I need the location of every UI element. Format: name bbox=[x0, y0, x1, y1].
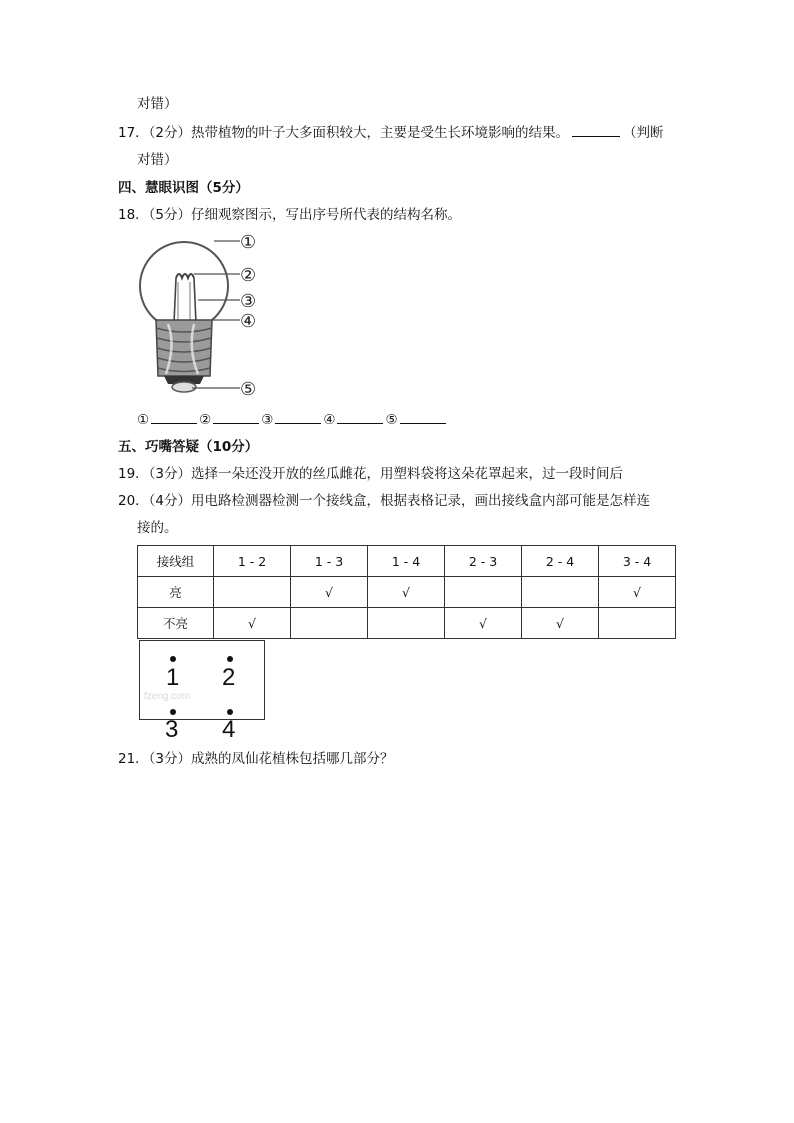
table-row-unlit bbox=[138, 608, 676, 639]
q16-tail: 对错） bbox=[137, 96, 178, 112]
q18-answer-row bbox=[137, 410, 448, 429]
table-cell bbox=[291, 608, 368, 639]
answer-label-1: ① bbox=[137, 412, 150, 428]
terminal-label-3: 3 bbox=[165, 716, 179, 743]
q17-suffix: （判断 bbox=[623, 125, 664, 141]
answer-label-2: ② bbox=[199, 412, 212, 428]
contact-point bbox=[172, 382, 196, 392]
table-header-row bbox=[138, 546, 676, 577]
table-header-cell: 1 - 3 bbox=[291, 546, 368, 577]
light-bulb-figure bbox=[132, 228, 272, 400]
table-header-cell: 1 - 2 bbox=[214, 546, 291, 577]
table-row-lit bbox=[138, 577, 676, 608]
terminal-label-4: 4 bbox=[222, 716, 236, 743]
table-cell bbox=[445, 577, 522, 608]
marker-4: ④ bbox=[240, 311, 257, 332]
table-header-cell: 2 - 3 bbox=[445, 546, 522, 577]
marker-5: ⑤ bbox=[240, 379, 257, 400]
section-5-heading: 五、巧嘴答疑（10分） bbox=[118, 439, 259, 455]
terminal-dot-4 bbox=[227, 709, 233, 715]
watermark: fzeng.com bbox=[144, 691, 191, 702]
table-cell bbox=[599, 608, 676, 639]
screw-base bbox=[156, 320, 212, 376]
table-header-cell: 2 - 4 bbox=[522, 546, 599, 577]
answer-blank-2[interactable] bbox=[213, 410, 259, 424]
bulb-glass bbox=[140, 242, 228, 330]
terminal-label-1: 1 bbox=[166, 664, 180, 691]
table-cell: √ bbox=[599, 577, 676, 608]
section-4-heading: 四、慧眼识图（5分） bbox=[118, 180, 249, 196]
terminal-dot-1 bbox=[170, 656, 176, 662]
answer-label-3: ③ bbox=[261, 412, 274, 428]
table-cell: √ bbox=[368, 577, 445, 608]
circuit-test-table bbox=[137, 545, 676, 639]
table-cell: 不亮 bbox=[138, 608, 214, 639]
question-19: 19．（3分）选择一朵还没开放的丝瓜雌花，用塑料袋将这朵花罩起来，过一段时间后 bbox=[118, 466, 624, 482]
table-cell bbox=[368, 608, 445, 639]
question-18: 18．（5分）仔细观察图示，写出序号所代表的结构名称。 bbox=[118, 207, 462, 223]
question-21: 21．（3分）成熟的凤仙花植株包括哪几部分？ bbox=[118, 751, 394, 767]
marker-1: ① bbox=[240, 232, 257, 253]
table-cell bbox=[522, 577, 599, 608]
table-cell: 亮 bbox=[138, 577, 214, 608]
table-cell: √ bbox=[291, 577, 368, 608]
table-header-cell: 接线组 bbox=[138, 546, 214, 577]
question-20-line-2: 接的。 bbox=[137, 520, 178, 536]
marker-3: ③ bbox=[240, 291, 257, 312]
table-cell bbox=[214, 577, 291, 608]
table-cell: √ bbox=[522, 608, 599, 639]
terminal-dot-2 bbox=[227, 656, 233, 662]
answer-label-5: ⑤ bbox=[385, 412, 398, 428]
table-cell: √ bbox=[445, 608, 522, 639]
question-20-line-1: 20．（4分）用电路检测器检测一个接线盒，根据表格记录，画出接线盒内部可能是怎样连 bbox=[118, 493, 651, 509]
answer-blank-4[interactable] bbox=[337, 410, 383, 424]
answer-blank-3[interactable] bbox=[275, 410, 321, 424]
table-header-cell: 3 - 4 bbox=[599, 546, 676, 577]
table-header-cell: 1 - 4 bbox=[368, 546, 445, 577]
question-17 bbox=[118, 123, 664, 142]
terminal-label-2: 2 bbox=[222, 664, 236, 691]
answer-blank-1[interactable] bbox=[151, 410, 197, 424]
answer-label-4: ④ bbox=[323, 412, 336, 428]
answer-blank-5[interactable] bbox=[400, 410, 446, 424]
junction-box[interactable] bbox=[139, 640, 265, 720]
q17-answer-blank[interactable] bbox=[572, 123, 620, 137]
terminal-dot-3 bbox=[170, 709, 176, 715]
q17-tail: 对错） bbox=[137, 152, 178, 168]
q17-text: 17．（2分）热带植物的叶子大多面积较大，主要是受生长环境影响的结果。 bbox=[118, 125, 570, 141]
table-cell: √ bbox=[214, 608, 291, 639]
marker-2: ② bbox=[240, 265, 257, 286]
